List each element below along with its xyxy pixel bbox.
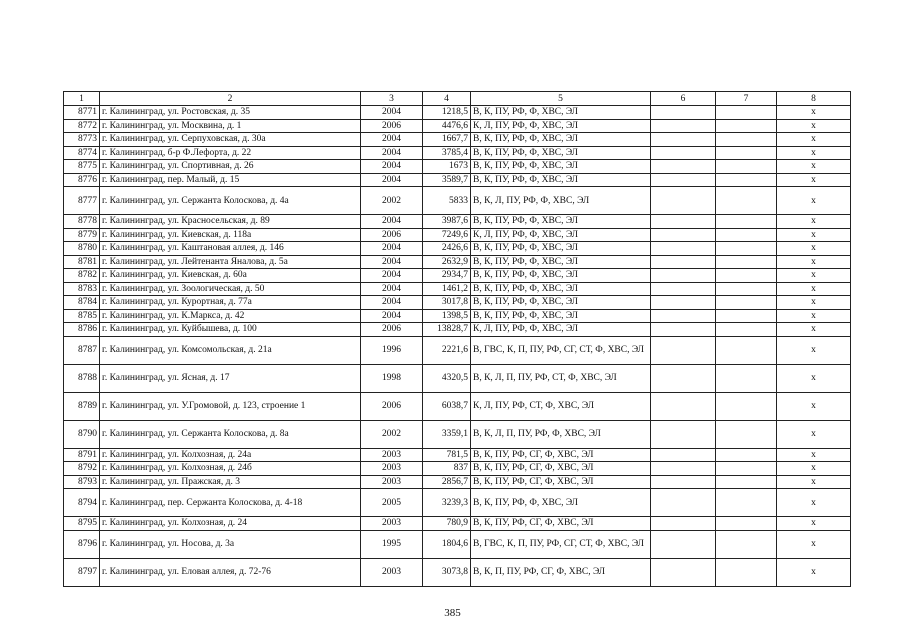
cell-number: 8777: [64, 187, 100, 215]
cell-number: 8788: [64, 364, 100, 392]
cell-year: 2006: [361, 119, 423, 133]
cell-year: 2004: [361, 282, 423, 296]
cell-col6: [651, 309, 716, 323]
cell-col6: [651, 119, 716, 133]
cell-address: г. Калининград, ул. Зоологическая, д. 50: [100, 282, 361, 296]
cell-area: 4320,5: [423, 364, 471, 392]
cell-services: В, К, ПУ, РФ, Ф, ХВС, ЭЛ: [471, 146, 651, 160]
cell-col8: х: [777, 242, 851, 256]
cell-col6: [651, 336, 716, 364]
cell-col8: х: [777, 282, 851, 296]
cell-services: В, К, ПУ, РФ, СГ, Ф, ХВС, ЭЛ: [471, 448, 651, 462]
cell-address: г. Калининград, ул. Сержанта Колоскова, д. 4а: [100, 187, 361, 215]
cell-year: 2004: [361, 242, 423, 256]
cell-address: г. Калининград, пер. Малый, д. 15: [100, 173, 361, 187]
cell-services: В, К, ПУ, РФ, Ф, ХВС, ЭЛ: [471, 160, 651, 174]
cell-number: 8783: [64, 282, 100, 296]
cell-services: К, Л, ПУ, РФ, Ф, ХВС, ЭЛ: [471, 323, 651, 337]
cell-number: 8789: [64, 392, 100, 420]
cell-col7: [716, 530, 777, 558]
cell-area: 1667,7: [423, 133, 471, 147]
table-row: [64, 215, 851, 229]
cell-services: В, К, П, ПУ, РФ, СГ, Ф, ХВС, ЭЛ: [471, 558, 651, 586]
cell-services: В, К, ПУ, РФ, Ф, ХВС, ЭЛ: [471, 269, 651, 283]
cell-address: г. Калининград, ул. Ясная, д. 17: [100, 364, 361, 392]
table-row: [64, 119, 851, 133]
header-cell-8: 8: [777, 92, 851, 106]
table-row: [64, 309, 851, 323]
cell-col7: [716, 475, 777, 489]
cell-year: 2003: [361, 462, 423, 476]
cell-address: г. Калининград, ул. Сержанта Колоскова, д. 8а: [100, 420, 361, 448]
cell-number: 8787: [64, 336, 100, 364]
cell-area: 3239,3: [423, 489, 471, 517]
cell-services: В, К, ПУ, РФ, Ф, ХВС, ЭЛ: [471, 489, 651, 517]
cell-col8: х: [777, 228, 851, 242]
cell-area: 7249,6: [423, 228, 471, 242]
cell-col6: [651, 475, 716, 489]
header-row: [64, 92, 851, 106]
cell-year: 1998: [361, 364, 423, 392]
cell-year: 2003: [361, 475, 423, 489]
cell-col6: [651, 420, 716, 448]
cell-area: 1673: [423, 160, 471, 174]
cell-services: В, К, ПУ, РФ, Ф, ХВС, ЭЛ: [471, 309, 651, 323]
cell-address: г. Калининград, ул. Колхозная, д. 24б: [100, 462, 361, 476]
document-table: [63, 91, 851, 587]
cell-address: г. Калининград, ул. Серпуховская, д. 30а: [100, 133, 361, 147]
cell-number: 8782: [64, 269, 100, 283]
cell-year: 2006: [361, 392, 423, 420]
cell-col7: [716, 269, 777, 283]
cell-area: 3987,6: [423, 215, 471, 229]
header-cell-2: 2: [100, 92, 361, 106]
cell-number: 8773: [64, 133, 100, 147]
header-cell-5: 5: [471, 92, 651, 106]
cell-col7: [716, 558, 777, 586]
table-row: [64, 392, 851, 420]
cell-number: 8793: [64, 475, 100, 489]
cell-year: 2004: [361, 269, 423, 283]
cell-col8: х: [777, 133, 851, 147]
cell-col6: [651, 269, 716, 283]
cell-year: 2004: [361, 106, 423, 120]
cell-number: 8778: [64, 215, 100, 229]
cell-col6: [651, 133, 716, 147]
table-row: [64, 187, 851, 215]
table-row: [64, 296, 851, 310]
cell-number: 8772: [64, 119, 100, 133]
cell-address: г. Калининград, ул. Колхозная, д. 24а: [100, 448, 361, 462]
cell-number: 8791: [64, 448, 100, 462]
cell-number: 8785: [64, 309, 100, 323]
cell-services: В, К, Л, П, ПУ, РФ, Ф, ХВС, ЭЛ: [471, 420, 651, 448]
table-row: [64, 106, 851, 120]
cell-area: 4476,6: [423, 119, 471, 133]
cell-col6: [651, 146, 716, 160]
cell-col7: [716, 187, 777, 215]
cell-services: В, К, ПУ, РФ, СГ, Ф, ХВС, ЭЛ: [471, 517, 651, 531]
cell-address: г. Калининград, ул. Комсомольская, д. 21а: [100, 336, 361, 364]
cell-col6: [651, 296, 716, 310]
cell-col7: [716, 133, 777, 147]
header-cell-7: 7: [716, 92, 777, 106]
cell-col7: [716, 160, 777, 174]
cell-col8: х: [777, 489, 851, 517]
cell-col6: [651, 558, 716, 586]
cell-col7: [716, 448, 777, 462]
cell-year: 2004: [361, 296, 423, 310]
cell-col7: [716, 242, 777, 256]
cell-services: В, К, ПУ, РФ, Ф, ХВС, ЭЛ: [471, 242, 651, 256]
cell-col8: х: [777, 255, 851, 269]
cell-col7: [716, 309, 777, 323]
cell-services: В, К, Л, ПУ, РФ, Ф, ХВС, ЭЛ: [471, 187, 651, 215]
cell-col6: [651, 392, 716, 420]
cell-services: В, К, ПУ, РФ, Ф, ХВС, ЭЛ: [471, 106, 651, 120]
cell-services: В, ГВС, К, П, ПУ, РФ, СГ, СТ, Ф, ХВС, ЭЛ: [471, 336, 651, 364]
table-row: [64, 269, 851, 283]
cell-address: г. Калининград, ул. У.Громовой, д. 123, строение 1: [100, 392, 361, 420]
cell-number: 8797: [64, 558, 100, 586]
cell-col8: х: [777, 336, 851, 364]
cell-col7: [716, 228, 777, 242]
cell-area: 2856,7: [423, 475, 471, 489]
cell-col6: [651, 448, 716, 462]
cell-area: 781,5: [423, 448, 471, 462]
cell-services: К, Л, ПУ, РФ, СТ, Ф, ХВС, ЭЛ: [471, 392, 651, 420]
cell-col8: х: [777, 448, 851, 462]
cell-col6: [651, 530, 716, 558]
cell-address: г. Калининград, ул. Спортивная, д. 26: [100, 160, 361, 174]
cell-area: 1218,5: [423, 106, 471, 120]
cell-services: В, К, ПУ, РФ, СГ, Ф, ХВС, ЭЛ: [471, 462, 651, 476]
cell-col8: х: [777, 420, 851, 448]
cell-col8: х: [777, 146, 851, 160]
header-cell-3: 3: [361, 92, 423, 106]
table-row: [64, 517, 851, 531]
cell-col6: [651, 255, 716, 269]
table-row: [64, 448, 851, 462]
cell-address: г. Калининград, ул. Красносельская, д. 89: [100, 215, 361, 229]
table-row: [64, 146, 851, 160]
cell-col8: х: [777, 296, 851, 310]
cell-address: г. Калининград, ул. Колхозная, д. 24: [100, 517, 361, 531]
cell-area: 1461,2: [423, 282, 471, 296]
cell-services: В, К, Л, П, ПУ, РФ, СТ, Ф, ХВС, ЭЛ: [471, 364, 651, 392]
table-row: [64, 160, 851, 174]
cell-col8: х: [777, 187, 851, 215]
table-body: [64, 92, 851, 587]
cell-year: 1996: [361, 336, 423, 364]
cell-col7: [716, 146, 777, 160]
cell-col8: х: [777, 309, 851, 323]
cell-number: 8790: [64, 420, 100, 448]
table-row: [64, 420, 851, 448]
cell-col6: [651, 489, 716, 517]
cell-address: г. Калининград, ул. К.Маркса, д. 42: [100, 309, 361, 323]
cell-number: 8794: [64, 489, 100, 517]
header-cell-6: 6: [651, 92, 716, 106]
cell-col6: [651, 462, 716, 476]
table-row: [64, 462, 851, 476]
cell-number: 8774: [64, 146, 100, 160]
cell-year: 2003: [361, 558, 423, 586]
cell-address: г. Калининград, ул. Москвина, д. 1: [100, 119, 361, 133]
cell-number: 8792: [64, 462, 100, 476]
cell-area: 6038,7: [423, 392, 471, 420]
cell-number: 8795: [64, 517, 100, 531]
cell-col7: [716, 119, 777, 133]
cell-year: 2006: [361, 323, 423, 337]
cell-col7: [716, 364, 777, 392]
cell-col8: х: [777, 364, 851, 392]
cell-number: 8780: [64, 242, 100, 256]
cell-address: г. Калининград, ул. Киевская, д. 60а: [100, 269, 361, 283]
cell-services: К, Л, ПУ, РФ, Ф, ХВС, ЭЛ: [471, 228, 651, 242]
table-row: [64, 323, 851, 337]
cell-area: 3017,8: [423, 296, 471, 310]
cell-area: 1398,5: [423, 309, 471, 323]
cell-year: 2003: [361, 517, 423, 531]
cell-col6: [651, 160, 716, 174]
cell-number: 8796: [64, 530, 100, 558]
cell-number: 8775: [64, 160, 100, 174]
cell-col7: [716, 489, 777, 517]
cell-col7: [716, 336, 777, 364]
table-row: [64, 364, 851, 392]
cell-year: 2003: [361, 448, 423, 462]
cell-col8: х: [777, 392, 851, 420]
cell-services: В, К, ПУ, РФ, Ф, ХВС, ЭЛ: [471, 173, 651, 187]
cell-address: г. Калининград, ул. Курортная, д. 77а: [100, 296, 361, 310]
cell-address: г. Калининград, ул. Ростовская, д. 35: [100, 106, 361, 120]
cell-area: 3359,1: [423, 420, 471, 448]
cell-col8: х: [777, 160, 851, 174]
cell-area: 1804,6: [423, 530, 471, 558]
cell-area: 780,9: [423, 517, 471, 531]
cell-address: г. Калининград, ул. Еловая аллея, д. 72-76: [100, 558, 361, 586]
cell-year: 2002: [361, 187, 423, 215]
cell-col8: х: [777, 462, 851, 476]
cell-services: К, Л, ПУ, РФ, Ф, ХВС, ЭЛ: [471, 119, 651, 133]
cell-area: 3785,4: [423, 146, 471, 160]
cell-year: 1995: [361, 530, 423, 558]
cell-address: г. Калининград, ул. Лейтенанта Яналова, д. 5а: [100, 255, 361, 269]
cell-number: 8786: [64, 323, 100, 337]
cell-col8: х: [777, 119, 851, 133]
cell-services: В, К, ПУ, РФ, Ф, ХВС, ЭЛ: [471, 282, 651, 296]
cell-address: г. Калининград, ул. Каштановая аллея, д. 146: [100, 242, 361, 256]
cell-col6: [651, 517, 716, 531]
cell-number: 8784: [64, 296, 100, 310]
cell-services: В, К, ПУ, РФ, Ф, ХВС, ЭЛ: [471, 215, 651, 229]
cell-year: 2006: [361, 228, 423, 242]
cell-number: 8776: [64, 173, 100, 187]
cell-col7: [716, 392, 777, 420]
cell-col7: [716, 517, 777, 531]
cell-col6: [651, 106, 716, 120]
cell-col7: [716, 420, 777, 448]
cell-address: г. Калининград, ул. Куйбышева, д. 100: [100, 323, 361, 337]
header-cell-1: 1: [64, 92, 100, 106]
header-cell-4: 4: [423, 92, 471, 106]
cell-address: г. Калининград, пер. Сержанта Колоскова, д. 4-18: [100, 489, 361, 517]
cell-col7: [716, 215, 777, 229]
cell-col8: х: [777, 323, 851, 337]
cell-area: 2426,6: [423, 242, 471, 256]
table-row: [64, 173, 851, 187]
page-number: 385: [444, 607, 461, 619]
cell-year: 2004: [361, 255, 423, 269]
cell-address: г. Калининград, ул. Пражская, д. 3: [100, 475, 361, 489]
cell-col8: х: [777, 106, 851, 120]
cell-col7: [716, 173, 777, 187]
table-row: [64, 530, 851, 558]
cell-address: г. Калининград, ул. Носова, д. 3а: [100, 530, 361, 558]
cell-year: 2004: [361, 173, 423, 187]
cell-col6: [651, 187, 716, 215]
cell-col6: [651, 228, 716, 242]
cell-col7: [716, 106, 777, 120]
table-row: [64, 242, 851, 256]
cell-col6: [651, 215, 716, 229]
cell-col6: [651, 323, 716, 337]
cell-services: В, К, ПУ, РФ, СГ, Ф, ХВС, ЭЛ: [471, 475, 651, 489]
cell-area: 3589,7: [423, 173, 471, 187]
cell-address: г. Калининград, ул. Киевская, д. 118а: [100, 228, 361, 242]
cell-col8: х: [777, 558, 851, 586]
cell-services: В, К, ПУ, РФ, Ф, ХВС, ЭЛ: [471, 296, 651, 310]
cell-area: 2632,9: [423, 255, 471, 269]
cell-year: 2004: [361, 309, 423, 323]
cell-year: 2002: [361, 420, 423, 448]
cell-number: 8771: [64, 106, 100, 120]
cell-area: 2934,7: [423, 269, 471, 283]
table-row: [64, 336, 851, 364]
table-row: [64, 489, 851, 517]
cell-col6: [651, 364, 716, 392]
cell-area: 837: [423, 462, 471, 476]
cell-area: 13828,7: [423, 323, 471, 337]
cell-col6: [651, 282, 716, 296]
cell-col8: х: [777, 269, 851, 283]
cell-services: В, К, ПУ, РФ, Ф, ХВС, ЭЛ: [471, 255, 651, 269]
cell-year: 2004: [361, 133, 423, 147]
cell-col7: [716, 323, 777, 337]
cell-col6: [651, 242, 716, 256]
table-row: [64, 282, 851, 296]
cell-col6: [651, 173, 716, 187]
cell-col8: х: [777, 517, 851, 531]
cell-services: В, К, ПУ, РФ, Ф, ХВС, ЭЛ: [471, 133, 651, 147]
cell-col7: [716, 462, 777, 476]
cell-year: 2005: [361, 489, 423, 517]
cell-address: г. Калининград, б-р Ф.Лефорта, д. 22: [100, 146, 361, 160]
cell-year: 2004: [361, 160, 423, 174]
cell-services: В, ГВС, К, П, ПУ, РФ, СГ, СТ, Ф, ХВС, ЭЛ: [471, 530, 651, 558]
table-row: [64, 255, 851, 269]
cell-area: 2221,6: [423, 336, 471, 364]
cell-col8: х: [777, 215, 851, 229]
cell-area: 5833: [423, 187, 471, 215]
table-row: [64, 228, 851, 242]
cell-col7: [716, 296, 777, 310]
cell-col7: [716, 282, 777, 296]
cell-number: 8781: [64, 255, 100, 269]
table-row: [64, 558, 851, 586]
table-row: [64, 133, 851, 147]
cell-col7: [716, 255, 777, 269]
cell-col8: х: [777, 475, 851, 489]
cell-year: 2004: [361, 146, 423, 160]
cell-year: 2004: [361, 215, 423, 229]
cell-area: 3073,8: [423, 558, 471, 586]
cell-col8: х: [777, 530, 851, 558]
table-row: [64, 475, 851, 489]
cell-number: 8779: [64, 228, 100, 242]
cell-col8: х: [777, 173, 851, 187]
